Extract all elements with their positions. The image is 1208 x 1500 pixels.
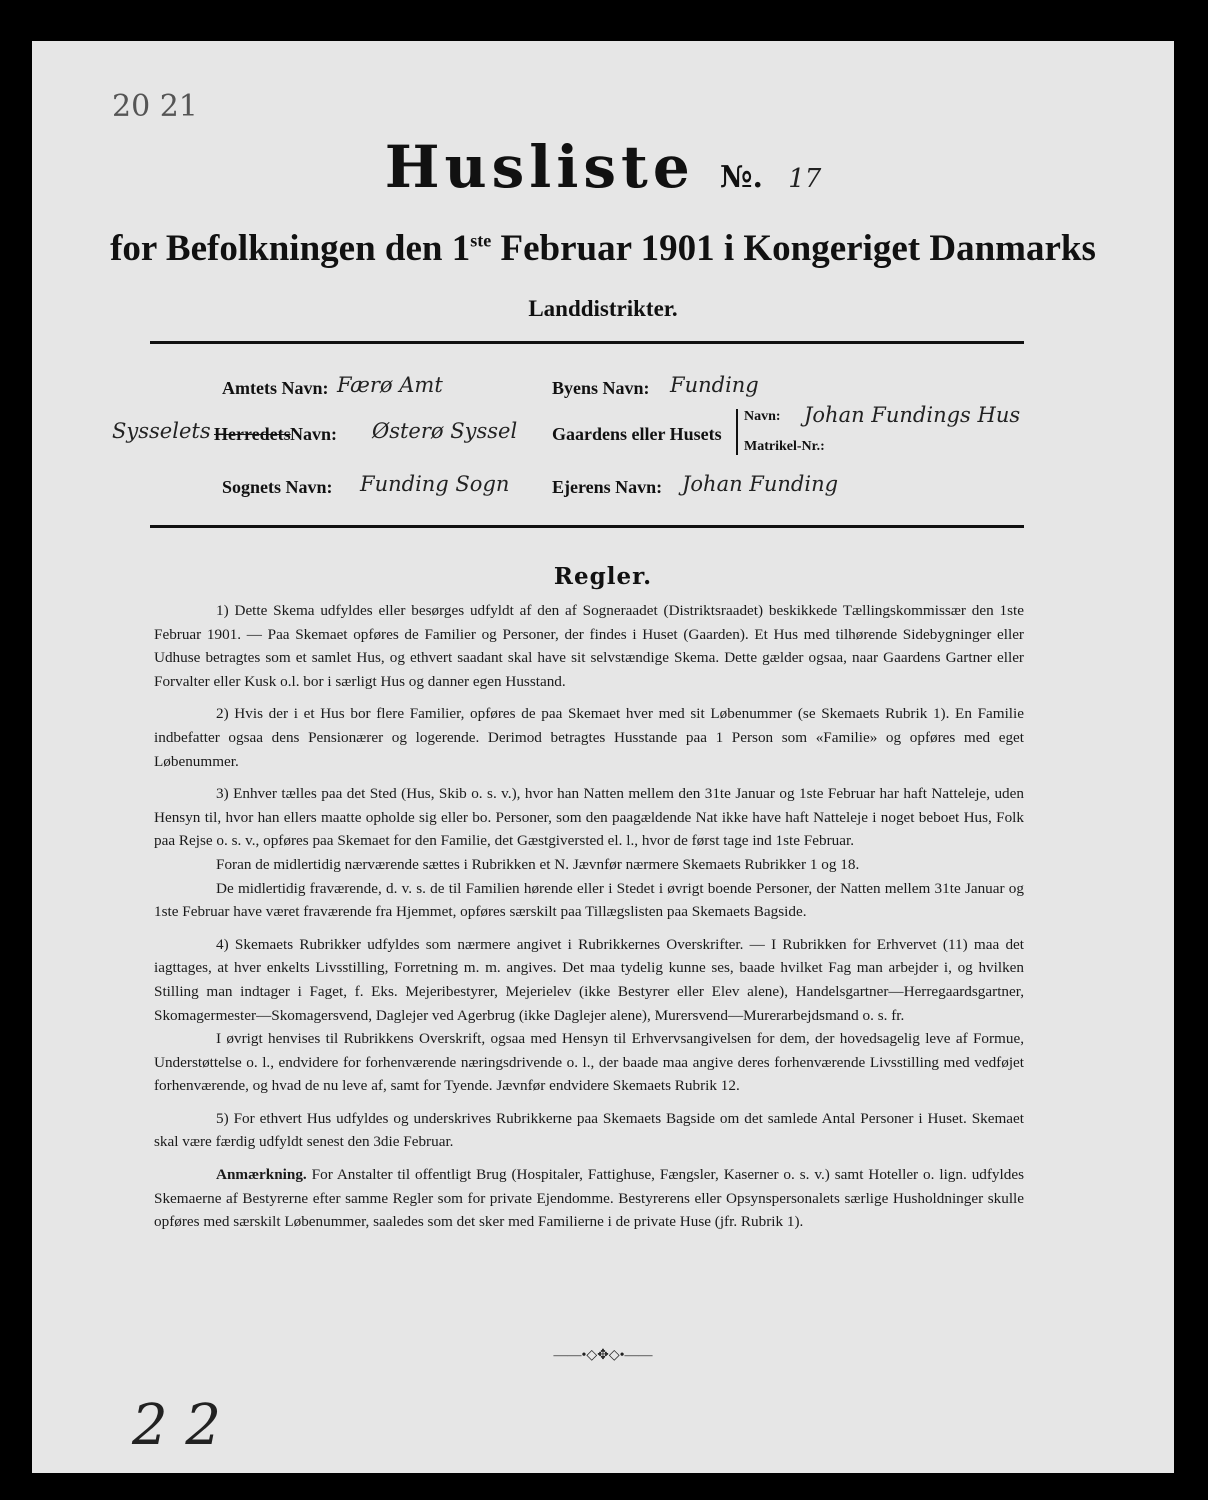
herred-label-struck: Herredets [214, 424, 291, 444]
rule-4-cont: I øvrigt henvises til Rubrikkens Overskrift, ogsaa med Hensyn til Erhvervsangivelsen for dem, der hovedsagelig leve af Formue, Understøttelse o. l., endvidere for forhenværende næringsdrivende o. l., der baade maa angive deres forhenværende Livsstilling med vedføjet forhenværende, og hvad de nu leve af, samt for Tyende. Jævnfør endvidere Skemaets Rubrik 12. [154, 1030, 1024, 1095]
sogn-value: Funding Sogn [360, 472, 510, 496]
rule-3-cont-b: De midlertidig fraværende, d. v. s. de til Familien hørende eller i Stedet i øvrigt boende Personer, der Natten mellem 31te Januar og 1ste Februar have været fraværende fra Hjemmet, opføres særskilt paa Tillægslisten paa Skemaets Bagside. [154, 879, 1024, 921]
gaard-navn-value: Johan Fundings Hus [804, 403, 1021, 427]
gaard-bracket [736, 409, 738, 455]
number-sign: №. [719, 160, 763, 195]
sogn-label: Sognets Navn: [222, 477, 333, 497]
ejer-label: Ejerens Navn: [552, 477, 663, 497]
rule-3-cont-a: Foran de midlertidig nærværende sættes i Rubrikken et N. Jævnfør nærmere Skemaets Rubrikker 1 og 18. [216, 855, 860, 873]
gaard-label: Gaardens eller Husets [552, 424, 722, 444]
gaard-navn-label: Navn: [744, 409, 781, 424]
herred-value: Østerø Syssel [372, 419, 518, 443]
list-number: 17 [788, 164, 822, 194]
rule-5: 5) For ethvert Hus udfyldes og underskrives Rubrikkerne paa Skemaets Bagside om det samlede Antal Personer i Huset. Skemaet skal være færdig udfyldt senest den 3die Februar. [154, 1109, 1024, 1151]
divider-bottom [150, 525, 1024, 528]
rules-heading: Regler. [553, 563, 653, 590]
rule-3: 3) Enhver tælles paa det Sted (Hus, Skib o. s. v.), hvor han Natten mellem den 31te Januar og 1ste Februar har haft Natteleje, uden Hensyn til, hvor han ellers maatte opholde sig eller bo. Personer, som den paagældende Nat ikke have haft Natteleje i noget beboet Hus, Folk paa Rejse o. s. v., opføres paa Skemaet for den Familie, det Gæstgiversted el. l., hvor de først tage ind 1ste Februar. [154, 785, 1024, 850]
rule-note [154, 1163, 1024, 1234]
form-title [32, 133, 1174, 201]
archive-number: 20 21 [112, 89, 198, 124]
note-label: Anmærkning. [216, 1166, 307, 1184]
rules-text [154, 599, 1024, 1243]
rule-4: 4) Skemaets Rubrikker udfyldes som nærmere angivet i Rubrikkernes Overskrifter. — I Rubrikken for Erhvervet (11) maa det iagttages, at hver enkelts Livsstilling, Forretning m. m. angives. Det maa tydelig kunne ses, baade hvilket Fag man arbejder i, og hvilken Stilling man indtager i Faget, f. Eks. Mejeribestyrer, Mejerielev (ikke Bestyrer eller Elev alene), Handelsgartner—Herregaardsgartner, Skomagermester—Skomagersvend, Daglejer ved Agerbrug (ikke Daglejer alene), Murersvend—Murerarbejdsmand o. s. fr. [154, 935, 1024, 1024]
divider-top [150, 341, 1024, 344]
by-value: Funding [670, 373, 759, 397]
pencil-page-number: 2 2 [132, 1393, 222, 1458]
amt-label: Amtets Navn: [222, 378, 329, 398]
by-label: Byens Navn: [552, 378, 650, 398]
form-title-text: Husliste [384, 133, 695, 201]
herred-label: Navn: [290, 424, 338, 444]
ejer-value: Johan Funding [682, 472, 839, 496]
note-text: For Anstalter til offentligt Brug (Hospitaler, Fattighuse, Fængsler, Kaserner o. s. v.) samt Hoteller o. lign. udfyldes Skemaerne af Bestyrerne efter samme Regler som for private Ejendomme. Bestyrerens eller Opsynspersonalets særlige Husholdninger skulle opføres med særskilt Løbenummer, saaledes som det sker med Familierne i de private Huse (jfr. Rubrik 1). [154, 1166, 1024, 1231]
form-subtitle: for Befolkningen den 1ste Februar 1901 i Kongeriget Danmarks [110, 228, 1096, 269]
rule-2: 2) Hvis der i et Hus bor flere Familier, opføres de paa Skemaet hver med sit Løbenummer (se Skemaets Rubrik 1). En Familie indbefatter ogsaa dens Pensionærer og logerende. Derimod betragtes Husstande paa 1 Person som «Familie» og opføres med eget Løbenummer. [154, 705, 1024, 770]
amt-value: Færø Amt [337, 373, 443, 397]
end-ornament: ——•◇✥◇•—— [553, 1348, 653, 1363]
herred-prefix: Sysselets [112, 419, 211, 443]
rule-1: 1) Dette Skema udfyldes eller besørges udfyldt af den af Sogneraadet (Distriktsraadet) beskikkede Tællingskommissær den 1ste Februar 1901. — Paa Skemaet opføres de Familier og Personer, der findes i Huset (Gaarden). Et Hus med tilhørende Sidebygninger eller Udhuse betragtes som et samlet Hus, og ethvert saadant skal have sit selvstændige Skema. Dette gælder ogsaa, naar Gaardens Gartner eller Forvalter eller Kusk o.l. bor i særligt Hus og danner egen Husstand. [154, 602, 1024, 690]
district-type: Landdistrikter. [528, 296, 678, 321]
census-form-page [32, 41, 1174, 1473]
matrikel-label: Matrikel-Nr.: [744, 439, 825, 454]
